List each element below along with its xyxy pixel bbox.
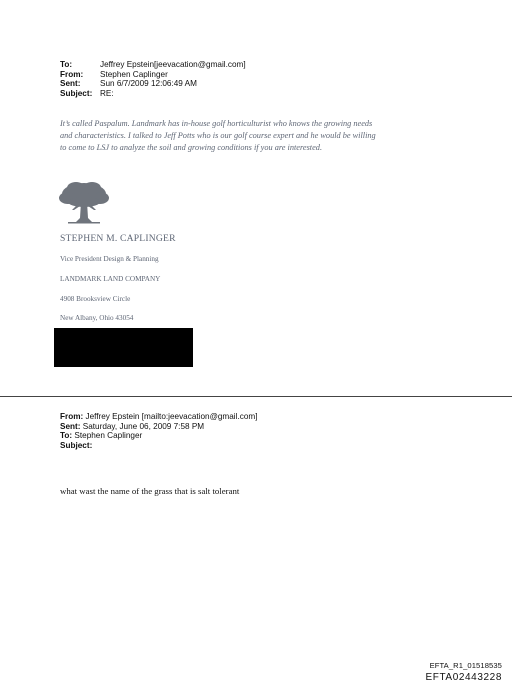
sent-row bbox=[60, 79, 246, 89]
to-label: To: bbox=[60, 60, 73, 69]
signature-name: STEPHEN M. CAPLINGER bbox=[60, 233, 176, 244]
to-value: Jeffrey Epstein[jeevacation@gmail.com] bbox=[100, 60, 246, 69]
quoted-from-value: Jeffrey Epstein [mailto:jeevacation@gmail.com] bbox=[83, 412, 258, 421]
sent-value: Sun 6/7/2009 12:06:49 AM bbox=[100, 79, 197, 89]
to-row bbox=[60, 60, 246, 70]
tree-logo-icon bbox=[58, 180, 110, 226]
quoted-to-value: Stephen Caplinger bbox=[72, 431, 143, 441]
quoted-from-row bbox=[60, 412, 257, 422]
quoted-message-body: what wast the name of the grass that is salt tolerant bbox=[60, 486, 240, 496]
subject-value: RE: bbox=[100, 88, 114, 98]
signature-address-1: 4908 Brooksview Circle bbox=[60, 295, 131, 303]
divider bbox=[0, 396, 512, 397]
from-value: Stephen Caplinger bbox=[100, 69, 168, 79]
message-body bbox=[60, 118, 460, 155]
body-line: It’s called Paspalum. Landmark has in-house golf horticulturist who knows the growing needs bbox=[60, 119, 373, 128]
quoted-sent-value: Saturday, June 06, 2009 7:58 PM bbox=[80, 421, 205, 431]
quoted-subject-label: Subject: bbox=[60, 440, 93, 450]
quoted-sent-label: Sent: bbox=[60, 421, 81, 431]
body-line: and characteristics. I talked to Jeff Potts who is our golf course expert and he would be willing bbox=[60, 131, 376, 141]
signature-address-2: New Albany, Ohio 43054 bbox=[60, 314, 134, 322]
from-row bbox=[60, 70, 246, 80]
body-line: to come to LSJ to analyze the soil and growing conditions if you are interested. bbox=[60, 143, 323, 153]
footer-id-1: EFTA_R1_01518535 bbox=[429, 661, 502, 670]
subject-row bbox=[60, 89, 246, 99]
quoted-to-label: To: bbox=[60, 431, 73, 441]
quoted-to-row bbox=[60, 431, 257, 441]
email-header bbox=[60, 60, 246, 98]
subject-label: Subject: bbox=[60, 88, 93, 98]
footer-id-2: EFTA02443228 bbox=[425, 672, 502, 683]
quoted-subject-row bbox=[60, 441, 257, 451]
quoted-from-label: From: bbox=[60, 412, 84, 421]
redaction-block bbox=[54, 328, 193, 367]
signature-title: Vice President Design & Planning bbox=[60, 255, 159, 263]
quoted-header bbox=[60, 412, 257, 450]
from-label: From: bbox=[60, 69, 84, 79]
signature-company: LANDMARK LAND COMPANY bbox=[60, 275, 161, 283]
quoted-sent-row bbox=[60, 422, 257, 432]
sent-label: Sent: bbox=[60, 79, 81, 89]
